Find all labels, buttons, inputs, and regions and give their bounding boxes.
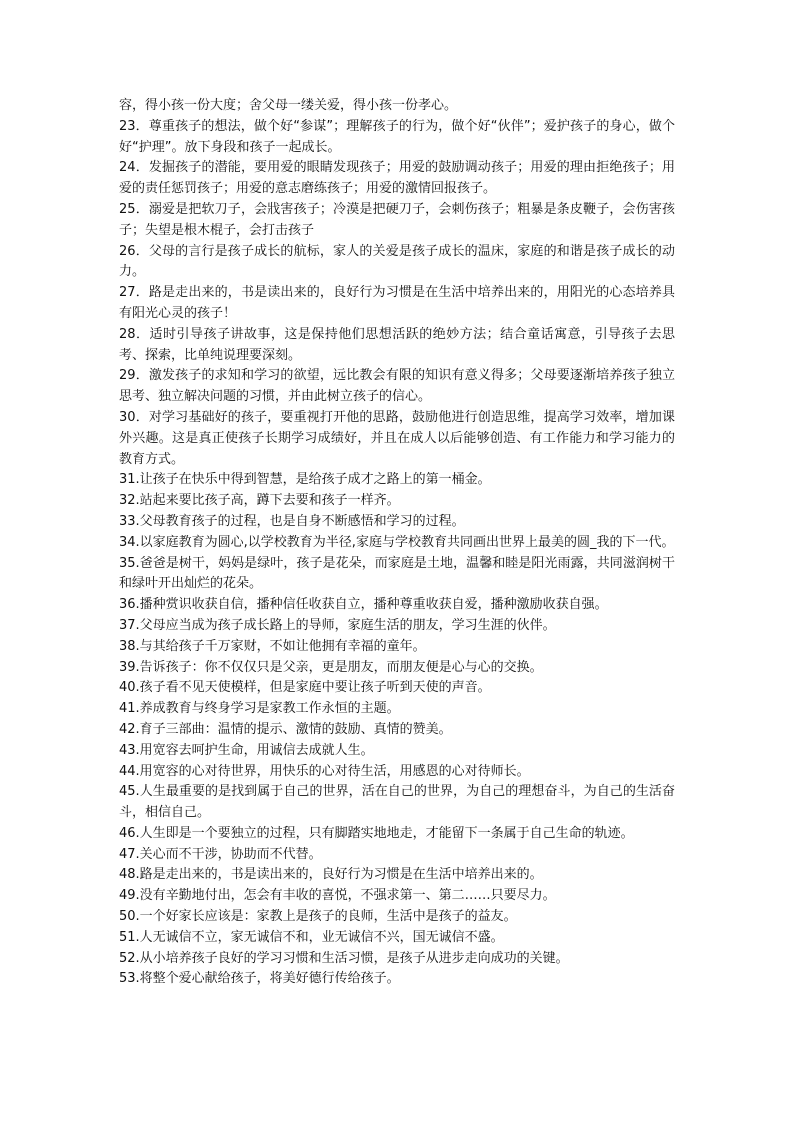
paragraph: 53.将整个爱心献给孩子，将美好德行传给孩子。 (119, 971, 400, 987)
paragraph: 45.人生最重要的是找到属于自己的世界，活在自己的世界，为自己的理想奋斗，为自己的生活奋斗，相信自己。 (119, 784, 675, 821)
paragraph: 35.爸爸是树干，妈妈是绿叶，孩子是花朵，而家庭是土地，温馨和睦是阳光雨露，共同滋润树干和绿叶开出灿烂的花朵。 (119, 555, 675, 592)
paragraph: 27．路是走出来的，书是读出来的，良好行为习惯是在生活中培养出来的，用阳光的心态培养具有阳光心灵的孩子！ (119, 285, 675, 321)
paragraph: 44.用宽容的心对待世界，用快乐的心对待生活，用感恩的心对待师长。 (119, 763, 530, 779)
paragraph: 37.父母应当成为孩子成长路上的导师，家庭生活的朋友，学习生涯的伙伴。 (119, 617, 556, 633)
paragraph: 41.养成教育与终身学习是家教工作永恒的主题。 (119, 701, 400, 717)
paragraph: 32.站起来要比孩子高，蹲下去要和孩子一样齐。 (119, 493, 400, 509)
document-body (119, 96, 675, 990)
paragraph: 25．溺爱是把软刀子，会戕害孩子；冷漠是把硬刀子，会刺伤孩子；粗暴是条皮鞭子，会伤害孩子；失望是根木棍子，会打击孩子 (119, 201, 675, 238)
paragraph: 50.一个好家长应该是：家教上是孩子的良师，生活中是孩子的益友。 (119, 909, 517, 925)
paragraph: 49.没有辛勤地付出，怎会有丰收的喜悦，不强求第一、第二……只要尽力。 (119, 888, 556, 904)
paragraph: 容，得小孩一份大度；舍父母一缕关爱，得小孩一份孝心。 (119, 98, 458, 113)
paragraph: 38.与其给孩子千万家财，不如让他拥有幸福的童年。 (119, 638, 426, 654)
paragraph: 43.用宽容去呵护生命，用诚信去成就人生。 (119, 742, 374, 758)
paragraph: 46.人生即是一个要独立的过程，只有脚踏实地地走，才能留下一条属于自己生命的轨迹。 (119, 825, 634, 841)
paragraph: 30．对学习基础好的孩子，要重视打开他的思路，鼓励他进行创造思维，提高学习效率，增加课外兴趣。这是真正使孩子长期学习成绩好，并且在成人以后能够创造、有工作能力和学习能力的教育方式。 (119, 409, 675, 467)
paragraph: 24．发掘孩子的潜能，要用爱的眼睛发现孩子；用爱的鼓励调动孩子；用爱的理由拒绝孩子；用爱的责任惩罚孩子；用爱的意志磨练孩子；用爱的激情回报孩子。 (119, 160, 675, 197)
paragraph: 42.育子三部曲：温情的提示、激情的鼓励、真情的赞美。 (119, 721, 452, 737)
paragraph: 26．父母的言行是孩子成长的航标，家人的关爱是孩子成长的温床，家庭的和谐是孩子成长的动力。 (119, 243, 675, 280)
paragraph: 28．适时引导孩子讲故事，这是保持他们思想活跃的绝妙方法；结合童话寓意，引导孩子去思考、探索，比单纯说理要深刻。 (119, 326, 675, 363)
paragraph: 36.播种赏识收获自信，播种信任收获自立，播种尊重收获自爱，播种激励收获自强。 (119, 597, 608, 613)
paragraph: 51.人无诚信不立，家无诚信不和，业无诚信不兴，国无诚信不盛。 (119, 929, 504, 945)
paragraph: 48.路是走出来的，书是读出来的，良好行为习惯是在生活中培养出来的。 (119, 867, 543, 883)
paragraph: 31.让孩子在快乐中得到智慧，是给孩子成才之路上的第一桶金。 (119, 472, 491, 488)
paragraph: 52.从小培养孩子良好的学习习惯和生活习惯，是孩子从进步走向成功的关键。 (119, 950, 569, 966)
paragraph: 23．尊重孩子的想法，做个好“参谋”；理解孩子的行为，做个好“伙伴”；爱护孩子的身心，做个好“护理”。放下身段和孩子一起成长。 (119, 118, 675, 155)
paragraph: 34.以家庭教育为圆心,以学校教育为半径,家庭与学校教育共同画出世界上最美的圆_我的下一代。 (119, 534, 675, 550)
paragraph: 47.关心而不干涉，协助而不代替。 (119, 846, 322, 862)
paragraph: 40.孩子看不见天使模样，但是家庭中要让孩子听到天使的声音。 (119, 680, 491, 696)
paragraph: 33.父母教育孩子的过程，也是自身不断感悟和学习的过程。 (119, 513, 465, 529)
paragraph: 39.告诉孩子：你不仅仅只是父亲，更是朋友，而朋友便是心与心的交换。 (119, 659, 543, 675)
paragraph: 29．激发孩子的求知和学习的欲望，远比教会有限的知识有意义得多；父母要逐渐培养孩子独立思考、独立解决问题的习惯，并由此树立孩子的信心。 (119, 368, 675, 405)
